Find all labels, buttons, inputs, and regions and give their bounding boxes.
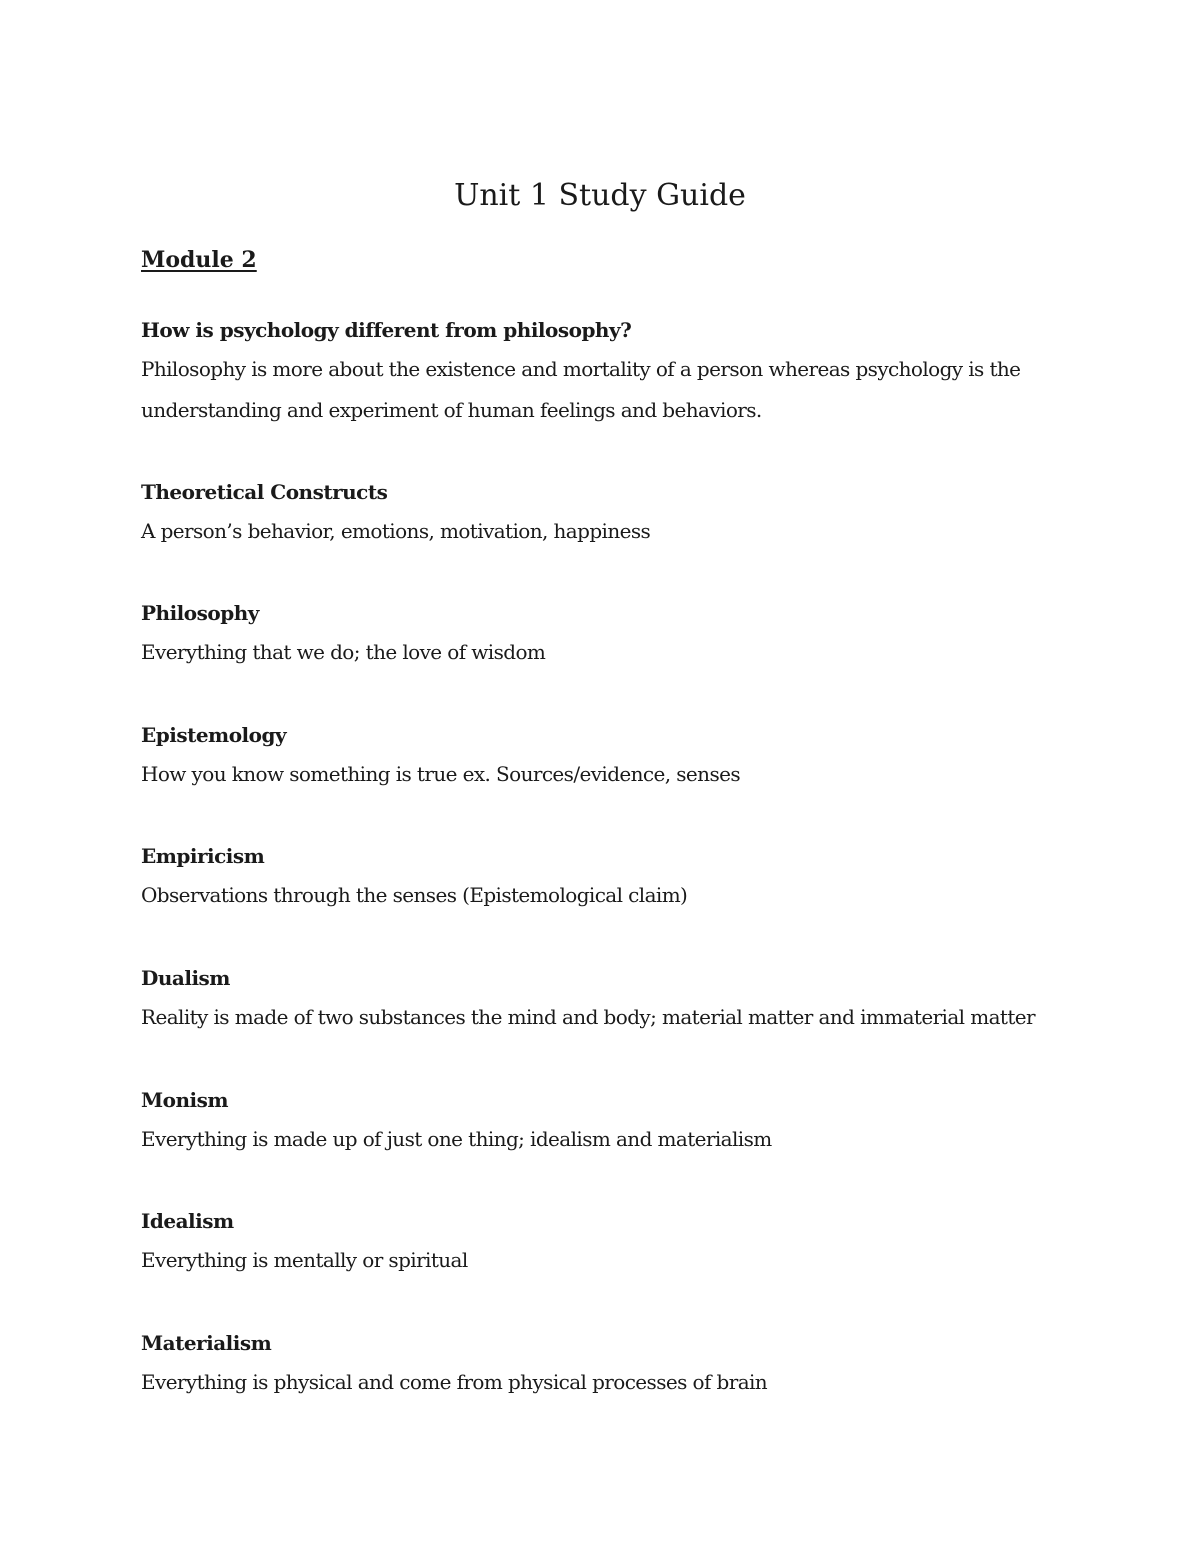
entry-definition-line: understanding and experiment of human feelings and behaviors. [141, 398, 762, 422]
entry-definition-line: Philosophy is more about the existence and mortality of a person whereas psychology is the [141, 357, 1021, 381]
entry-term: Empiricism [141, 844, 265, 868]
entry-definition-line: How you know something is true ex. Sources/evidence, senses [141, 762, 741, 786]
entry-term: Monism [141, 1088, 229, 1112]
entry-term: Materialism [141, 1331, 272, 1355]
entry-definition-line: Everything is made up of just one thing; idealism and materialism [141, 1127, 772, 1151]
entry-monism [141, 1086, 1041, 1159]
document-title: Unit 1 Study Guide [454, 178, 746, 213]
entry-definition-line: Everything is physical and come from physical processes of brain [141, 1370, 768, 1394]
entry-definition-line: Reality is made of two substances the mind and body; material matter and immaterial matter [141, 1005, 1035, 1029]
entry-definition-line: A person’s behavior, emotions, motivation, happiness [141, 519, 651, 543]
entry-empiricism [141, 842, 1041, 915]
entry-term: Theoretical Constructs [141, 480, 388, 504]
entry-philosophy [141, 599, 1041, 672]
entry-definition-line: Observations through the senses (Epistemological claim) [141, 883, 688, 907]
entry-theoretical-constructs [141, 478, 1041, 551]
entry-term: Epistemology [141, 723, 287, 747]
entry-term: Dualism [141, 966, 230, 990]
entry-term: Idealism [141, 1209, 234, 1233]
entry-definition-line: Everything is mentally or spiritual [141, 1248, 468, 1272]
entry-definition-line: Everything that we do; the love of wisdom [141, 640, 546, 664]
entry-idealism [141, 1207, 1041, 1280]
entry-epistemology [141, 721, 1041, 794]
entry-term: How is psychology different from philosophy? [141, 318, 632, 342]
entry-term: Philosophy [141, 601, 259, 625]
entry-psychology-vs-philosophy [141, 316, 1041, 430]
entry-dualism [141, 964, 1041, 1037]
section-heading: Module 2 [141, 247, 257, 273]
entry-materialism [141, 1329, 1041, 1402]
